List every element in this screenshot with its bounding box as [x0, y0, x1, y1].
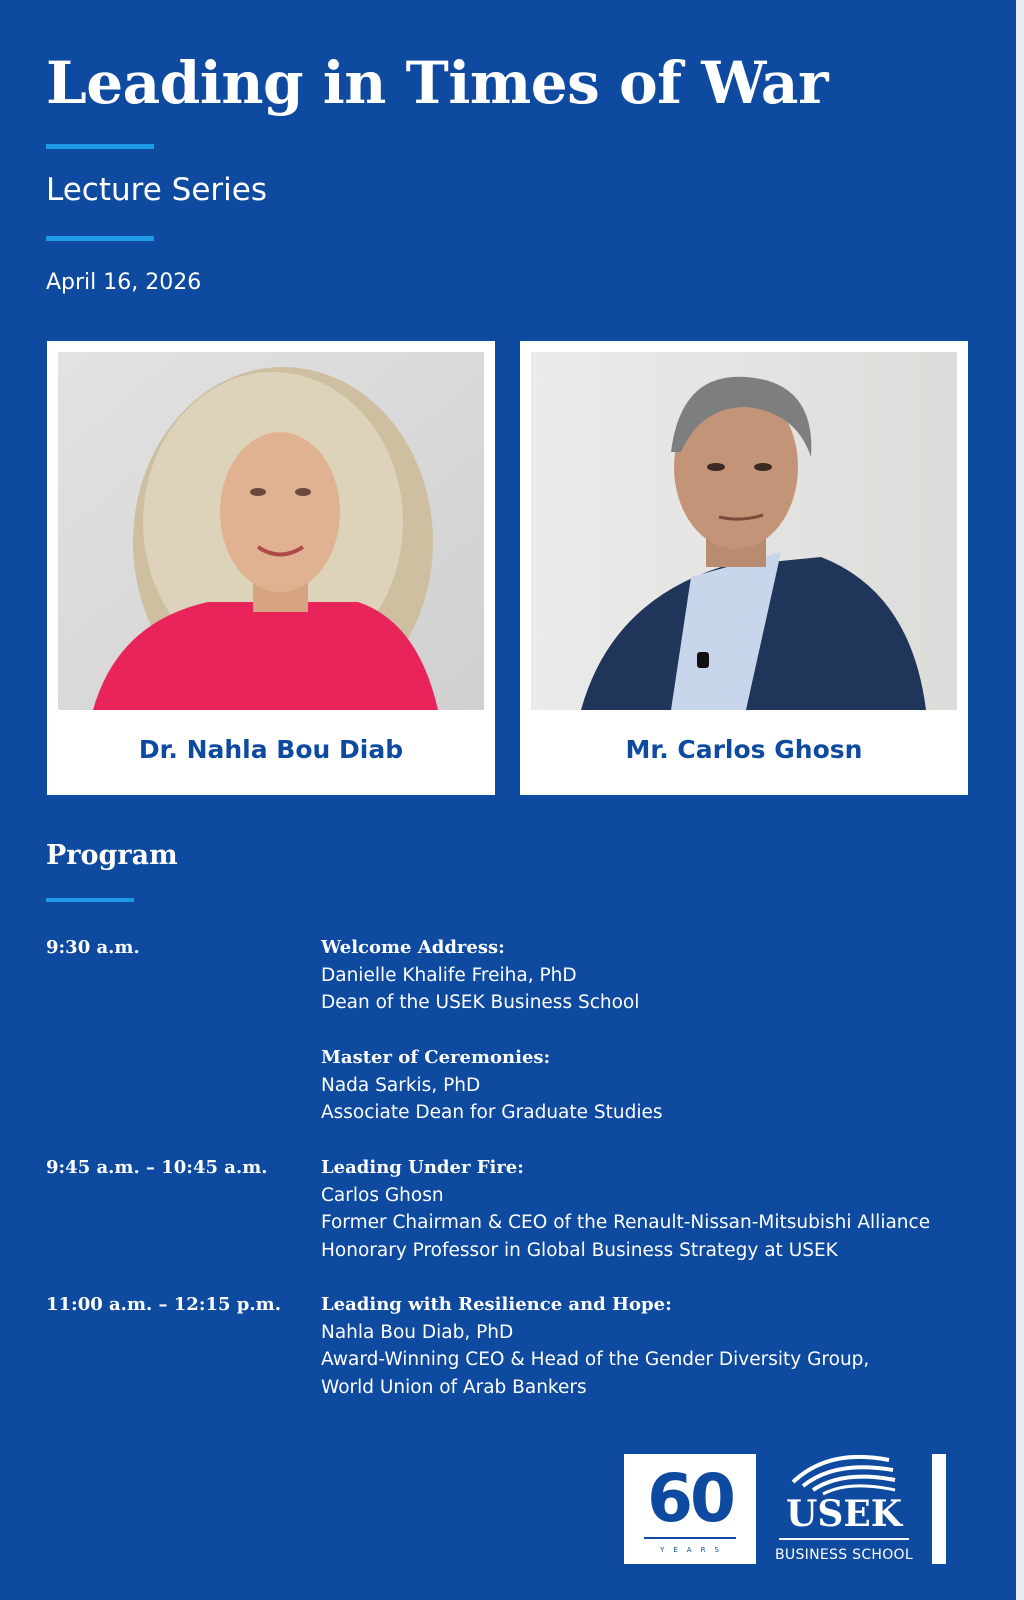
session-label: Welcome Address: — [321, 937, 505, 958]
session-line: Former Chairman & CEO of the Renault-Nissan-Mitsubishi Alliance — [321, 1212, 931, 1233]
session-line: Nada Sarkis, PhD — [321, 1074, 481, 1096]
event-subtitle: Lecture Series — [46, 172, 267, 208]
title-rule — [46, 144, 154, 149]
speaker-name-2: Mr. Carlos Ghosn — [625, 735, 863, 764]
session-line: Carlos Ghosn — [321, 1184, 444, 1206]
session-line: Honorary Professor in Global Business Strategy at USEK — [321, 1239, 838, 1261]
usek-divider — [779, 1538, 909, 1540]
speaker-name-1: Dr. Nahla Bou Diab — [138, 735, 404, 764]
speaker-card-1 — [47, 341, 495, 795]
program-heading: Program — [46, 840, 178, 871]
session-line: Award-Winning CEO & Head of the Gender Diversity Group, — [321, 1349, 870, 1370]
page-edge — [1016, 0, 1024, 1600]
program-rule — [46, 898, 134, 902]
session-label: Leading Under Fire: — [321, 1157, 524, 1178]
session-label: Master of Ceremonies: — [321, 1047, 551, 1068]
session-line: Associate Dean for Graduate Studies — [321, 1102, 663, 1123]
event-date: April 16, 2026 — [46, 270, 202, 295]
session-line: Danielle Khalife Freiha, PhD — [321, 964, 577, 986]
session-line: Nahla Bou Diab, PhD — [321, 1321, 514, 1343]
speaker-photo-2 — [531, 352, 957, 710]
schedule-time: 11:00 a.m. – 12:15 p.m. — [46, 1294, 281, 1315]
speaker-card-2 — [520, 341, 968, 795]
anniversary-divider — [644, 1537, 736, 1539]
usek-wings-icon — [789, 1452, 899, 1496]
anniversary-logo — [624, 1454, 756, 1564]
anniversary-number: 60 — [647, 1460, 733, 1537]
schedule-time: 9:30 a.m. — [46, 937, 140, 958]
subtitle-rule — [46, 236, 154, 241]
event-title: Leading in Times of War — [46, 49, 829, 117]
schedule-time: 9:45 a.m. – 10:45 a.m. — [46, 1157, 268, 1178]
session-line: World Union of Arab Bankers — [321, 1376, 587, 1398]
session-label: Leading with Resilience and Hope: — [321, 1294, 672, 1315]
usek-school-label: BUSINESS SCHOOL — [775, 1546, 913, 1563]
session-line: Dean of the USEK Business School — [321, 992, 640, 1013]
anniversary-word: YEARS — [660, 1546, 728, 1554]
speaker-photo-1 — [58, 352, 484, 710]
usek-wordmark: USEK — [785, 1493, 903, 1535]
usek-logo — [764, 1452, 924, 1566]
logo-edge-bar — [932, 1454, 946, 1564]
